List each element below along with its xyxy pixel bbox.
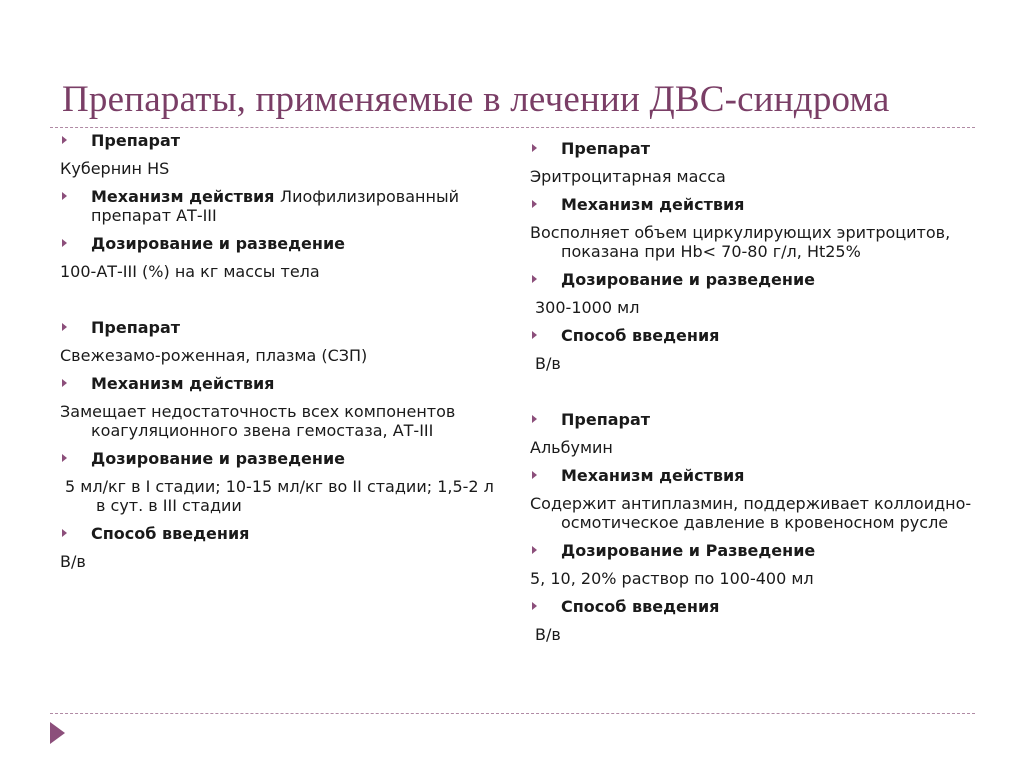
triangle-bullet-icon — [532, 415, 537, 423]
drug-value: Альбумин — [530, 438, 613, 457]
heading-text: Механизм действия — [561, 195, 745, 214]
heading-mechanism — [60, 374, 500, 393]
heading-text: Препарат — [91, 131, 181, 150]
drug-value: Эритроцитарная масса — [530, 167, 726, 186]
route-value: В/в — [60, 552, 86, 571]
dosage-value: 5 мл/кг в I стадии; 10-15 мл/кг во II стадии; 1,5-2 л в сут. в III стадии — [65, 477, 494, 515]
heading-text: Дозирование и разведение — [561, 270, 815, 289]
triangle-arrow-icon — [50, 722, 65, 744]
right-column — [530, 139, 990, 644]
heading-drug — [530, 410, 990, 429]
left-column — [60, 131, 500, 571]
heading-mechanism — [530, 195, 990, 214]
heading-dosage — [60, 234, 500, 253]
heading-mechanism — [60, 187, 500, 225]
heading-text: Механизм действия — [91, 374, 275, 393]
heading-text: Способ введения — [561, 326, 720, 345]
route-value: В/в — [535, 625, 561, 644]
heading-text: Механизм действия — [561, 466, 745, 485]
heading-dosage — [60, 449, 500, 468]
triangle-bullet-icon — [62, 379, 67, 387]
dosage-value: 5, 10, 20% раствор по 100-400 мл — [530, 569, 814, 588]
triangle-bullet-icon — [532, 275, 537, 283]
heading-text: Дозирование и разведение — [91, 449, 345, 468]
triangle-bullet-icon — [62, 192, 67, 200]
mechanism-value: Содержит антиплазмин, поддерживает коллоидно-осмотическое давление в кровеносном русле — [530, 494, 972, 532]
heading-text: Способ введения — [91, 524, 250, 543]
dosage-value: 100-АТ-III (%) на кг массы тела — [60, 262, 320, 281]
heading-drug — [530, 139, 990, 158]
heading-dosage — [530, 270, 990, 289]
triangle-bullet-icon — [62, 136, 67, 144]
heading-drug — [60, 318, 500, 337]
drug-value: Свежезамо-роженная, плазма (СЗП) — [60, 346, 368, 365]
triangle-bullet-icon — [532, 331, 537, 339]
triangle-bullet-icon — [62, 323, 67, 331]
triangle-bullet-icon — [62, 454, 67, 462]
heading-drug — [60, 131, 500, 150]
heading-dosage — [530, 541, 990, 560]
footer-divider — [50, 713, 975, 714]
heading-text: Дозирование и Разведение — [561, 541, 816, 560]
dosage-value: 300-1000 мл — [535, 298, 640, 317]
heading-text: Способ введения — [561, 597, 720, 616]
triangle-bullet-icon — [532, 471, 537, 479]
heading-text: Дозирование и разведение — [91, 234, 345, 253]
heading-route — [530, 326, 990, 345]
mechanism-value: Восполняет объем циркулирующих эритроцитов, показана при Hb< 70-80 г/л, Ht25% — [530, 223, 951, 261]
heading-text: Механизм действия — [91, 187, 275, 206]
heading-route — [530, 597, 990, 616]
title-divider — [50, 127, 975, 128]
heading-text: Препарат — [561, 410, 651, 429]
drug-value: Кубернин HS — [60, 159, 170, 178]
page-title: Препараты, применяемые в лечении ДВС-синдрома — [62, 79, 890, 120]
heading-route — [60, 524, 500, 543]
triangle-bullet-icon — [532, 546, 537, 554]
mechanism-value: Замещает недостаточность всех компонентов коагуляционного звена гемостаза, АТ-III — [60, 402, 456, 440]
triangle-bullet-icon — [532, 144, 537, 152]
heading-text: Препарат — [561, 139, 651, 158]
triangle-bullet-icon — [62, 239, 67, 247]
heading-text: Препарат — [91, 318, 181, 337]
route-value: В/в — [535, 354, 561, 373]
triangle-bullet-icon — [532, 602, 537, 610]
heading-mechanism — [530, 466, 990, 485]
mechanism-value: Лиофилизированный препарат АТ-III — [91, 187, 459, 225]
triangle-bullet-icon — [62, 529, 67, 537]
triangle-bullet-icon — [532, 200, 537, 208]
